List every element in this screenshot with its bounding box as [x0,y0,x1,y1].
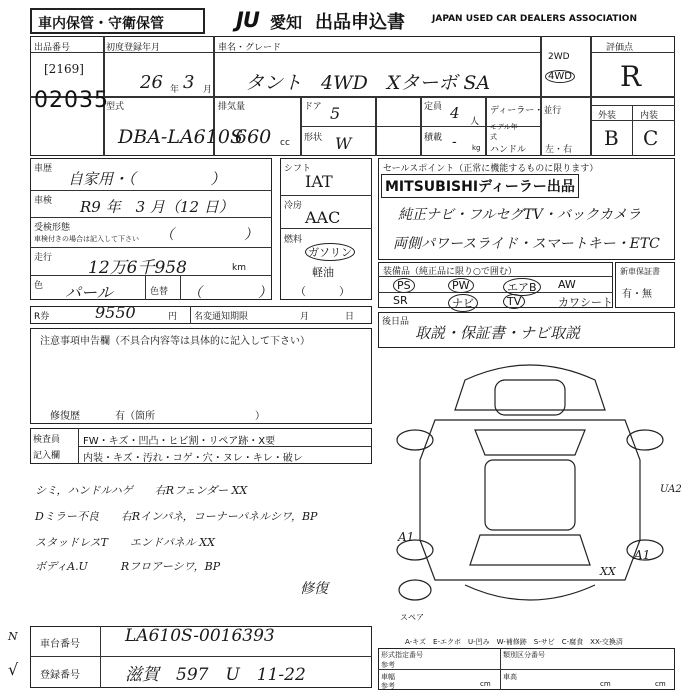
notice-day: 日 [345,312,355,322]
car-body [420,420,640,580]
mileage-unit: km [232,263,246,273]
mileage-label: 走行 [34,253,53,263]
sales-label: セールスポイント（正常に機能するものに限ります） [383,164,599,174]
exterior-label: 外装 [598,111,617,121]
history-label: 車歴 [34,164,53,174]
capacity-unit: 人 [470,117,480,127]
equipment-item: TV [503,294,525,309]
width-label: 車幅 [381,673,395,681]
inspector-row1: FW・キズ・凹凸・ヒビ割・リペア跡・X要 [83,436,276,447]
extra-unit: cm [655,680,666,688]
inspector-line-1: シミ，ハンドルハゲ 右Rフェンダー XX [35,484,248,497]
load-label: 積載 [424,133,443,143]
interior-grade: C [643,126,659,150]
car-windshield [475,430,585,455]
equipment-item: AW [558,278,576,291]
inspector-line-5: 修復 [300,581,328,597]
inspector-row2: 内装・キズ・汚れ・コゲ・穴・ヌレ・キレ・破レ [83,453,303,464]
inspector-label2: 記入欄 [33,451,61,461]
repair-value: 有（箇所 ） [115,411,265,422]
chassis-label: 車台番号 [40,639,80,650]
equipment-item: カワシート [558,296,613,309]
check-mark-1: N [8,630,18,643]
mark-a1-right: A1 [634,548,651,562]
type-label: 型式 [106,102,125,112]
status-badge: 車内保管・守衛保管 [30,8,205,34]
sales-line1: 純正ナビ・フルセグTV・バックカメラ [398,207,641,223]
fuel-label: 燃料 [284,235,303,245]
spare-tire [399,580,431,600]
height-label: 車高 [503,673,517,681]
reg-month-unit: 月 [203,85,213,95]
capacity-value: 4 [450,104,460,122]
capacity-label: 定員 [424,102,443,112]
form-title: 出品申込書 [315,12,405,33]
color-change-label: 色替 [150,287,169,297]
handle-opts: 左・右 [545,145,573,155]
history-value: 自家用・（ ） [68,170,226,188]
load-unit: kg [472,144,481,152]
plate-value: 滋賀 597 U 11-22 [125,665,306,685]
handle-label: ハンドル [490,145,527,155]
car-roof [485,460,575,530]
recycle-label: R券 [34,312,50,322]
receive-value: （ ） [160,227,258,243]
org-name: 愛知 [270,13,303,32]
inspector-label1: 検査員 [33,435,61,445]
inspection-label: 車検 [34,196,53,206]
equipment-item: ナビ [448,294,478,312]
mark-xx: XX [600,565,616,578]
shape-label: 形状 [304,133,323,143]
ref-1: 参考 [381,661,395,669]
after-value: 取説・保証書・ナビ取説 [415,324,581,342]
ac-value: AAC [305,208,341,227]
after-label: 後日品 [382,317,410,327]
ac-label: 冷房 [284,201,303,211]
lot-small: [2169] [44,62,84,76]
warranty-label: 新車保証書 [620,267,660,276]
load-value: - [452,134,457,150]
inspection-value: R9 年 3 月（12 日） [80,198,234,216]
ref-2: 参考 [381,682,395,690]
car-rear-window [470,535,590,565]
sales-line2: 両側パワースライド・スマートキー・ETC [393,236,660,252]
mark-ua2: UA2 [660,484,682,495]
car-name: タント 4WD Xターボ SA [245,72,491,94]
notice-label: 名変通知期限 [194,312,249,322]
inspector-line-3: スタッドレスT エンドパネル XX [35,536,215,549]
equipment-item: エアB [503,278,541,296]
interior-label: 内装 [640,111,659,121]
reg-year: 26 [140,72,163,93]
width-unit: cm [480,680,491,688]
shift-label: シフト [284,164,312,174]
receive-note: 車検付きの場合は記入して下さい [34,235,139,243]
english-title: JAPAN USED CAR DEALERS ASSOCIATION [432,14,637,24]
height-unit: cm [600,680,611,688]
equipment-item: SR [393,294,408,307]
type-value: DBA-LA610S [118,126,243,148]
recycle-value: 9550 [95,303,136,322]
equipment-item: PW [448,278,474,293]
reg-month: 3 [183,72,195,93]
shift-value: IAT [305,172,333,191]
engine-value: 660 [235,126,272,148]
plate-label: 登録番号 [40,670,80,681]
sales-headline: MITSUBISHIディーラー出品 [381,174,579,198]
grade-value: R [620,60,642,93]
inspector-line-4: ボディA.U Rフロアーシワ，BP [35,560,221,573]
drive-label: 2WD [548,52,570,62]
model-year-label: モデル年式 [490,123,518,141]
shape-value: W [335,134,352,153]
fuel-value: ガソリン [305,243,355,261]
notice-month: 月 [300,312,310,322]
car-damage-diagram [385,350,675,620]
repair-label: 修復歴 [50,411,80,422]
form-number-label: 形式指定番号 [381,651,423,659]
lot-label: 出品番号 [34,43,71,53]
color-label: 色 [34,281,44,291]
warranty-opts: 有・無 [622,289,652,300]
door-value: 5 [330,104,341,123]
color-change-value: （ ） [188,285,272,301]
exterior-grade: B [604,126,619,150]
spare-label: スペア [400,613,424,622]
chassis-value: LA610S-0016393 [125,626,275,646]
recycle-unit: 円 [168,312,178,322]
check-mark-2: √ [8,660,19,679]
mark-a1-left: A1 [398,530,415,544]
car-outline-front [455,365,605,410]
color-value: パール [65,283,113,302]
class-number-label: 類別区分番号 [503,651,545,659]
engine-unit: cc [280,138,290,148]
dealer-label: ディーラー・並行 [490,106,562,116]
ju-logo: JU [236,8,259,32]
engine-label: 排気量 [218,102,246,112]
reg-label: 初度登録年月 [106,43,161,53]
door-label: ドア [304,102,322,112]
car-outline-rear [465,585,595,600]
reg-year-unit: 年 [170,85,180,95]
receive-label: 受検形態 [34,223,71,233]
notes-label: 注意事項申告欄（不具合内容等は具体的に記入して下さい） [40,336,310,347]
grade-label: 評価点 [606,43,634,53]
equipment-item: PS [393,278,415,293]
damage-legend: A-キズ E-エクボ U-凹み W-補修跡 S-サビ C-腐食 XX-交換済 [405,638,623,646]
fuel-paren: （ ） [295,285,350,298]
drive-value: 4WD [545,70,575,83]
mileage-value: 12万6千958 [88,258,187,278]
equipment-label: 装備品（純正品に限り○で囲む） [383,267,517,277]
name-label: 車名・グレード [218,43,282,53]
inspector-line-2: Dミラー不良 右Rインパネ，コーナーパネルシワ，BP [35,510,318,523]
lot-number: 02035 [34,88,109,113]
fuel-value2: 軽油 [312,266,334,279]
